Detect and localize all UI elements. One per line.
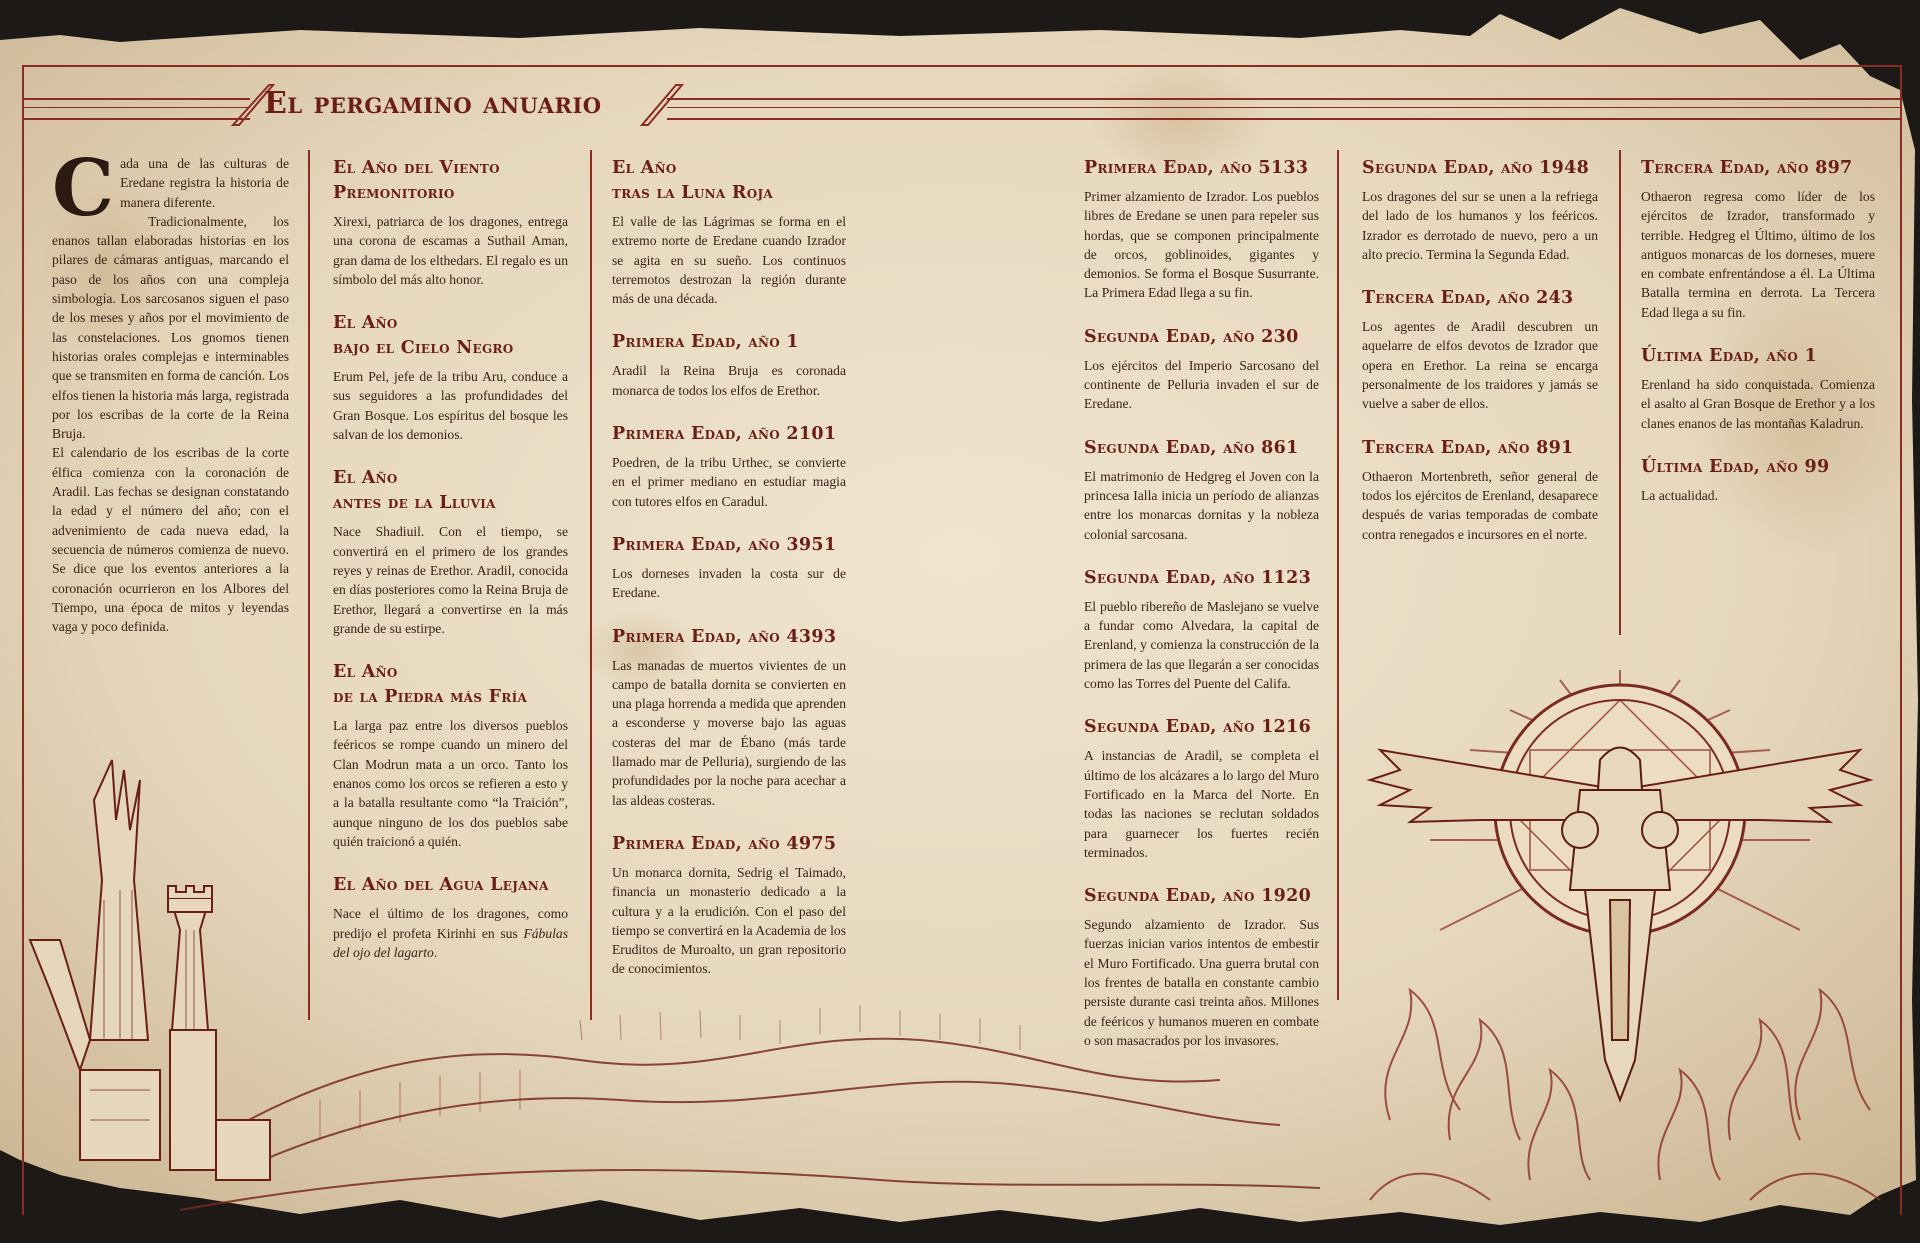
entry-title: Segunda Edad, año 1216: [1084, 717, 1312, 738]
column-divider: [1619, 150, 1621, 635]
intro-text: [52, 143, 289, 636]
entry-text: Erenland ha sido conquistada. Comienza el asalto al Gran Bosque de Erethor y a los clanes enanos de las montañas Kaladrun.: [1641, 377, 1875, 431]
entry-text: La actualidad.: [1641, 487, 1718, 503]
entry-text: Los agentes de Aradil descubren un aquelarre de elfos devotos de Izrador que opera en Erethor. La reina se encarga personalmente de los traidores y jamás se vuelve a saber de ellos.: [1362, 319, 1598, 412]
drop-cap: C: [52, 143, 115, 234]
entry-title: Primera Edad, año 1: [612, 332, 799, 353]
entry-text: Aradil la Reina Bruja es coronada monarca de todos los elfos de Erethor.: [612, 363, 846, 398]
entry-title: Última Edad, año 1: [1641, 346, 1817, 367]
entry-title: Tercera Edad, año 891: [1362, 437, 1574, 458]
entry-title: El Año del Agua Lejana: [333, 875, 549, 896]
entry-title: Segunda Edad, año 1948: [1362, 158, 1590, 178]
entry-text: Los dragones del sur se unen a la refriega del lado de los humanos y los feéricos. Izrador es derrotado de nuevo, pero a un alto precio. Termina la Segunda Edad.: [1362, 189, 1598, 262]
timeline-entry: [612, 156, 846, 308]
entry-title: Primera Edad, año 4393: [612, 626, 837, 647]
title-ornament-right: [640, 80, 690, 130]
entry-title: El Año antes de la Lluvia: [333, 468, 496, 514]
title-rule-left: [22, 98, 250, 120]
entry-text: Nace el último de los dragones, como predijo el profeta Kirinhi en sus Fábulas del ojo del lagarto.: [333, 906, 568, 960]
entry-title: Segunda Edad, año 230: [1084, 326, 1299, 347]
entry-title: Primera Edad, año 2101: [612, 424, 837, 445]
book-title: Fábulas del ojo del lagarto: [333, 925, 568, 960]
title-rule-right: [667, 98, 1902, 120]
entry-text: El matrimonio de Hedgreg el Joven con la princesa Ialla inicia un período de alianzas entre los monarcas dornitas y la nobleza colonial sarcosana.: [1084, 468, 1319, 542]
timeline-entry: [1641, 455, 1875, 505]
entry-text: El valle de las Lágrimas se forma en el extremo norte de Eredane cuando Izrador se agita en su sueño. Los continuos terremotos destrozan la región durante más de una década.: [612, 214, 846, 307]
timeline-entry: [333, 156, 568, 289]
entry-text: El pueblo ribereño de Maslejano se vuelve a fundar como Alvedara, la capital de Erenland, y comienza la construcción de la primera de las que llegarán a ser conocidas como las Torres del Puente del Califa.: [1084, 598, 1319, 692]
entry-text: La larga paz entre los diversos pueblos feéricos se rompe cuando un minero del Clan Modrun mata a un orco. Tanto los enanos como los orcos se refieren a esto y a la batalla resultante como “la Traición”, aunque ninguno de los dos pueblos sabe quién traicionó a quién.: [333, 718, 568, 849]
entry-title: Segunda Edad, año 1920: [1084, 886, 1312, 907]
entry-title: El Año del Viento Premonitorio: [333, 158, 500, 203]
entry-text: Los ejércitos del Imperio Sarcosano del continente de Pelluria invaden el sur de Eredane.: [1084, 357, 1319, 412]
entry-text: Poedren, de la tribu Urthec, se convierte en el primer mediano en estudiar magia con tutores elfos en Caradul.: [612, 455, 846, 509]
entry-title: Última Edad, año 99: [1641, 456, 1830, 477]
entry-title: Segunda Edad, año 861: [1084, 437, 1299, 458]
entry-title: Primera Edad, año 4975: [612, 833, 837, 854]
timeline-entry: [1362, 436, 1598, 544]
entry-text: Un monarca dornita, Sedrig el Taimado, financia un monasterio dedicado a la cultura y a la erudición. Con el paso del tiempo se convertirá en la Academia de los Eruditos de Muroalto, un gran repositorio de conocimientos.: [612, 864, 846, 977]
entry-title: Tercera Edad, año 897: [1641, 158, 1853, 178]
timeline-entry: [1084, 436, 1319, 544]
timeline-entry: [1362, 286, 1598, 413]
entry-text: Segundo alzamiento de Izrador. Sus fuerzas inician varios intentos de embestir el Muro Fortificado. Una guerra brutal con los frentes de batalla en constante cambio persiste durante casi treinta años. Millones de feéricos y humanos mueren en combate o son masacrados por los invasores.: [1084, 917, 1319, 1048]
entry-title: El Año de la Piedra más Fría: [333, 662, 528, 708]
entry-title: El Año bajo el Cielo Negro: [333, 313, 514, 359]
timeline-entry: [333, 466, 568, 638]
entry-text: Los dorneses invaden la costa sur de Eredane.: [612, 565, 846, 601]
timeline-entry: [612, 330, 846, 400]
entry-text: Nace Shadiuil. Con el tiempo, se convertirá en el primero de los grandes reyes y reinas de Erethor. Aradil, conocida en días posteriores como la Reina Bruja de Erethor, llegará a convertirse en la más grande de su estirpe.: [333, 524, 568, 636]
entry-text: A instancias de Aradil, se completa el último de los alcázares a lo largo del Muro Fortificado en la Marca del Norte. En todas las naciones se reclutan soldados para guarnecer los fuertes recién terminados.: [1084, 748, 1319, 860]
timeline-entry: [1084, 566, 1319, 693]
entry-title: El Año tras la Luna Roja: [612, 158, 774, 203]
emblem-illustration: [1330, 640, 1910, 1220]
entry-title: Tercera Edad, año 243: [1362, 288, 1574, 309]
entry-title: Segunda Edad, año 1123: [1084, 567, 1312, 588]
timeline-entry: [612, 533, 846, 603]
timeline-entry: [333, 311, 568, 444]
timeline-column-4: [1362, 156, 1598, 566]
timeline-column-5: [1641, 156, 1875, 527]
timeline-entry: [1362, 156, 1598, 264]
intro-paragraph: Tradicionalmente, los enanos tallan elaboradas historias en los pilares de cámaras antiguas, marcando el paso de los años con una compleja simbología. Los sarcosanos siguen el paso de los meses y años por el movimiento de las constelaciones. Los gnomos tienen historias orales complejas e interminables que se transmiten en forma de canción. Los elfos tienen la historia más larga, registrada por los escribas de la corte de la Reina Bruja.: [52, 213, 289, 442]
entry-text: Othaeron Mortenbreth, señor general de todos los ejércitos de Erenland, desaparece después de varias temporadas de combate contra renegados e incursores en el norte.: [1362, 468, 1598, 542]
entry-text: Las manadas de muertos vivientes de un campo de batalla dornita se convierten en una plaga horrenda a medida que aprenden a esconderse y moverse bajo las aguas costeras del mar de Ébano (más tarde llamado mar de Pelluria), surgiendo de las profundidades por la noche para acechar a las aldeas costeras.: [612, 657, 846, 808]
entry-text: Othaeron regresa como líder de los ejércitos de Izrador, transformado y terrible. Hedgreg el Último, último de los antiguos monarcas de los dorneses, muere en combate enfrentándose a él. La Última Batalla termina en derrota. La Tercera Edad llega a su fin.: [1641, 189, 1875, 320]
timeline-entry: [1084, 156, 1319, 303]
page-title: El pergamino anuario: [264, 86, 602, 121]
timeline-entry: [1641, 156, 1875, 322]
entry-text: Primer alzamiento de Izrador. Los pueblos libres de Eredane se unen para repeler sus hordas, que se componen principalmente de orcos, goblinoides, gigantes y demonios. Se forma el Bosque Susurrante. La Primera Edad llega a su fin.: [1084, 189, 1319, 301]
intro-paragraph: El calendario de los escribas de la corte élfica comienza con la coronación de Aradil. Las fechas se designan constatando la edad y el número del año; con el advenimiento de cada nueva edad, la secuencia de números comienza de nuevo. Se dice que los eventos anteriores a la coronación ocurrieron en los Albores del Tiempo, una época de mitos y leyendas vaga y poco definida.: [52, 445, 289, 635]
entry-text: Erum Pel, jefe de la tribu Aru, conduce a sus seguidores a las profundidades del Gran Bosque. Los espíritus del bosque les salvan de los demonios.: [333, 369, 568, 443]
landscape-illustration: [20, 740, 1420, 1220]
timeline-entry: [1084, 325, 1319, 414]
timeline-entry: [1641, 344, 1875, 433]
entry-title: Primera Edad, año 5133: [1084, 158, 1309, 178]
intro-paragraph: ada una de las culturas de Eredane registra la historia de manera diferente.: [120, 156, 289, 210]
timeline-entry: [612, 422, 846, 511]
entry-text: Xirexi, patriarca de los dragones, entrega una corona de escamas a Suthail Aman, gran dama de los elthedars. El regalo es un símbolo del más alto honor.: [333, 214, 568, 287]
entry-title: Primera Edad, año 3951: [612, 534, 837, 555]
